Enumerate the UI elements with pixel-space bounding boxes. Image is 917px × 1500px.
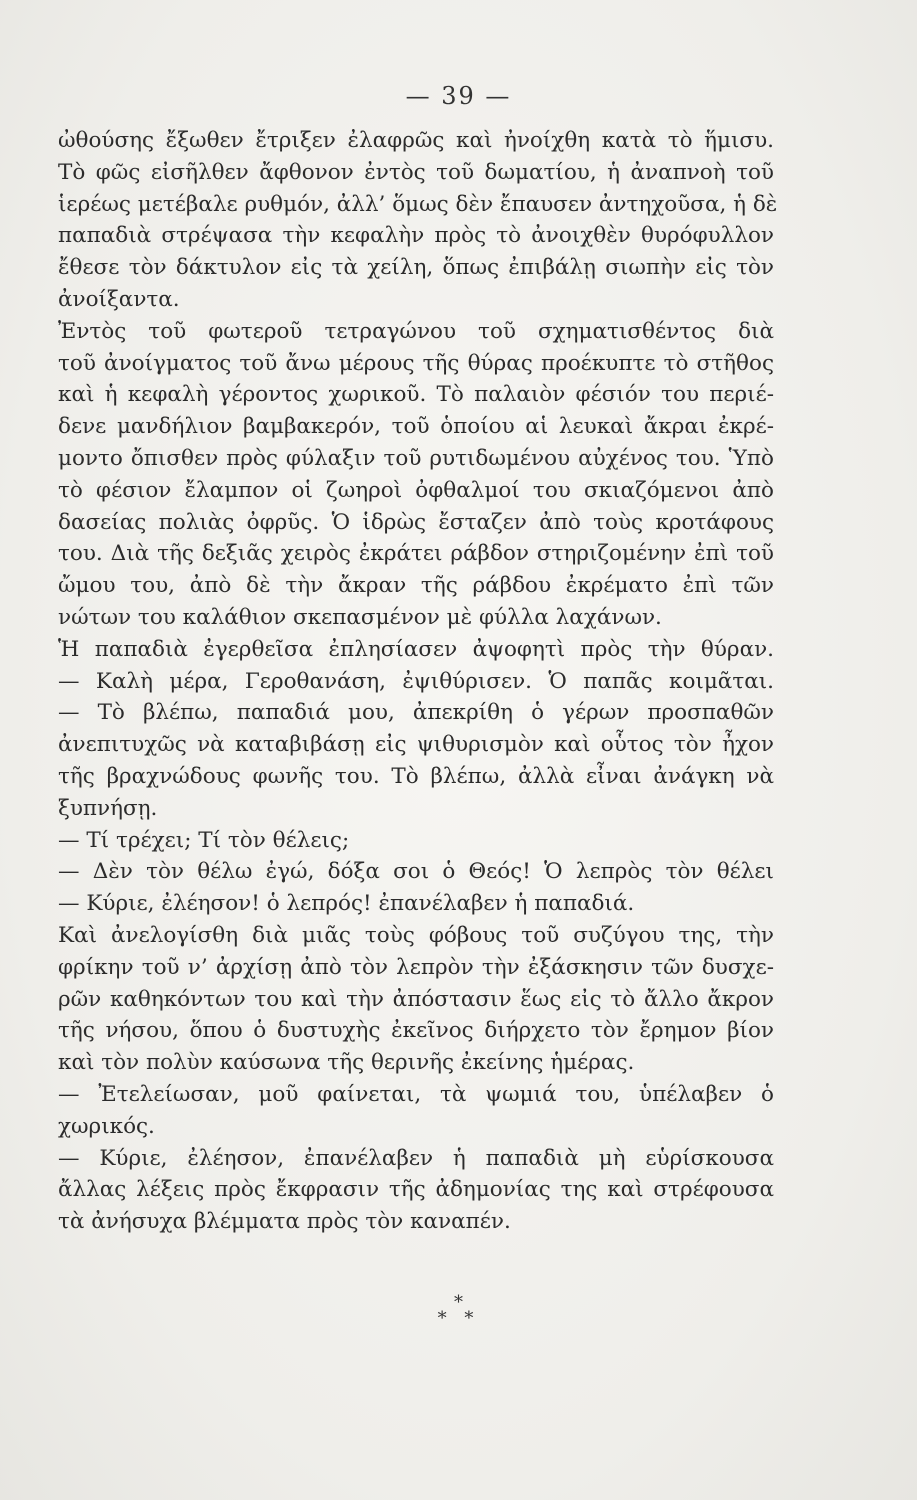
text-line: φρίκην τοῦ ν’ ἀρχίσῃ ἀπὸ τὸν λεπρὸν τὴν ἐξάσκησιν τῶν δυσχε-	[58, 954, 774, 980]
text-line: ἔθεσε τὸν δάκτυλον εἰς τὰ χείλη, ὅπως ἐπιβάλῃ σιωπὴν εἰς τὸν	[58, 255, 774, 281]
text-line: — Τὸ βλέπω, παπαδιά μου, ἀπεκρίθη ὁ γέρων προσπαθῶν	[58, 700, 774, 726]
text-line: — Κύριε, ἐλέησον, ἐπανέλαβεν ἡ παπαδιὰ μὴ εὑρίσκουσα	[58, 1145, 774, 1171]
asterism-top: *	[454, 1292, 463, 1313]
text-line: — Καλὴ μέρα, Γεροθανάση, ἐψιθύρισεν. Ὁ παπᾶς κοιμᾶται.	[58, 668, 774, 694]
asterism-bottom: * *	[437, 1308, 480, 1329]
text-line: Ἐντὸς τοῦ φωτεροῦ τετραγώνου τοῦ σχηματισθέντος διὰ	[58, 318, 774, 344]
text-line: τῆς νήσου, ὅπου ὁ δυστυχὴς ἐκεῖνος διήρχετο τὸν ἔρημον βίον	[58, 1018, 774, 1044]
text-line: ἱερέως μετέβαλε ρυθμόν, ἀλλ’ ὅμως δὲν ἔπαυσεν ἀντηχοῦσα, ἡ δὲ	[58, 191, 778, 217]
text-line: καὶ τὸν πολὺν καύσωνα τῆς θερινῆς ἐκείνης ἡμέρας.	[58, 1050, 635, 1076]
text-line: του. Διὰ τῆς δεξιᾶς χειρὸς ἐκράτει ράβδον στηριζομένην ἐπὶ τοῦ	[58, 541, 774, 567]
text-line: καὶ ἡ κεφαλὴ γέροντος χωρικοῦ. Τὸ παλαιὸν φέσιόν του περιέ-	[58, 382, 774, 408]
text-line: τὰ ἀνήσυχα βλέμματα πρὸς τὸν καναπέν.	[58, 1209, 511, 1235]
body-text	[58, 125, 778, 1238]
text-line: ὠθούσης ἔξωθεν ἔτριξεν ἐλαφρῶς καὶ ἠνοίχθη κατὰ τὸ ἥμισυ.	[58, 128, 774, 153]
text-line: Ἡ παπαδιὰ ἐγερθεῖσα ἐπλησίασεν ἀψοφητὶ πρὸς τὴν θύραν.	[58, 636, 774, 662]
page-number: — 39 —	[405, 82, 512, 110]
text-line: — Τί τρέχει; Τί τὸν θέλεις;	[58, 827, 350, 853]
text-line: Καὶ ἀνελογίσθη διὰ μιᾶς τοὺς φόβους τοῦ συζύγου της, τὴν	[58, 922, 774, 948]
text-line: Τὸ φῶς εἰσῆλθεν ἄφθονον ἐντὸς τοῦ δωματίου, ἡ ἀναπνοὴ τοῦ	[58, 159, 774, 185]
text-line: ἄλλας λέξεις πρὸς ἔκφρασιν τῆς ἀδημονίας της καὶ στρέφουσα	[58, 1177, 774, 1203]
text-line: δασείας πολιὰς ὀφρῦς. Ὁ ἱδρὼς ἔσταζεν ἀπὸ τοὺς κροτάφους	[58, 509, 774, 535]
text-line: ἀνοίξαντα.	[58, 286, 180, 312]
text-line: παπαδιὰ στρέψασα τὴν κεφαλὴν πρὸς τὸ ἀνοιχθὲν θυρόφυλλον	[58, 223, 774, 249]
text-line: τὸ φέσιον ἔλαμπον οἱ ζωηροὶ ὀφθαλμοί του σκιαζόμενοι ἀπὸ	[58, 477, 774, 503]
text-line: ρῶν καθηκόντων του καὶ τὴν ἀπόστασιν ἕως εἰς τὸ ἄλλο ἄκρον	[58, 986, 774, 1012]
text-line: τῆς βραχνώδους φωνῆς του. Τὸ βλέπω, ἀλλὰ εἶναι ἀνάγκη νὰ	[58, 763, 774, 789]
text-line: ὤμου του, ἀπὸ δὲ τὴν ἄκραν τῆς ράβδου ἐκρέματο ἐπὶ τῶν	[58, 573, 774, 599]
text-line: χωρικός.	[58, 1113, 155, 1139]
text-line: — Κύριε, ἐλέησον! ὁ λεπρός! ἐπανέλαβεν ἡ παπαδιά.	[58, 891, 635, 917]
text-line: — Ἐτελείωσαν, μοῦ φαίνεται, τὰ ψωμιά του, ὑπέλαβεν ὁ	[58, 1081, 774, 1107]
text-line: τοῦ ἀνοίγματος τοῦ ἄνω μέρους τῆς θύρας προέκυπτε τὸ στῆθος	[58, 350, 774, 376]
text-line: ξυπνήσῃ.	[58, 795, 158, 821]
text-line: — Δὲν τὸν θέλω ἐγώ, δόξα σοι ὁ Θεός! Ὁ λεπρὸς τὸν θέλει	[58, 859, 774, 885]
text-line: μοντο ὄπισθεν πρὸς φύλαξιν τοῦ ρυτιδωμένου αὐχένος του. Ὑπὸ	[58, 445, 774, 471]
text-line: νώτων του καλάθιον σκεπασμένον μὲ φύλλα λαχάνων.	[58, 604, 662, 630]
text-line: δενε μανδήλιον βαμβακερόν, τοῦ ὁποίου αἱ λευκαὶ ἄκραι ἐκρέ-	[58, 414, 774, 440]
text-line: ἀνεπιτυχῶς νὰ καταβιβάσῃ εἰς ψιθυρισμὸν καὶ οὗτος τὸν ἦχον	[58, 732, 774, 758]
